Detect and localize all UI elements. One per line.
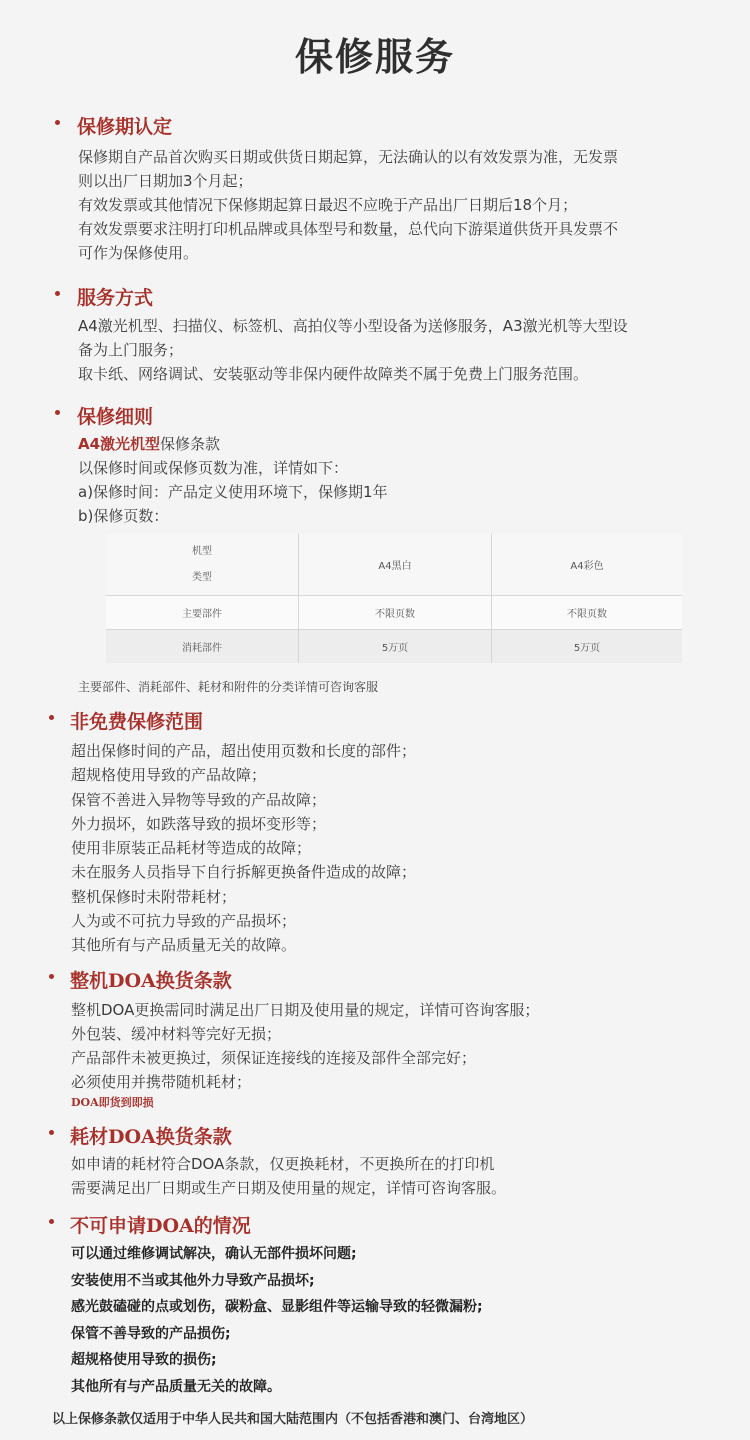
warranty-pages-table: [106, 534, 682, 663]
text-line: 未在服务人员指导下自行拆解更换备件造成的故障；: [71, 863, 417, 882]
text-line: 外包装、缓冲材料等完好无损；: [71, 1025, 282, 1043]
bullet-icon: [55, 410, 60, 415]
section-machine-doa: [49, 966, 540, 1109]
table-cell: 5万页: [299, 630, 492, 664]
text-line: 其他所有与产品质量无关的故障。: [71, 936, 297, 955]
bullet-icon: [49, 715, 54, 720]
model-name: A4激光机型: [78, 435, 161, 453]
bullet-icon: [55, 291, 60, 296]
section-no-doa: [49, 1211, 483, 1400]
text-line: 超规格使用导致的产品故障；: [71, 766, 267, 785]
table-cell: 不限页数: [492, 596, 683, 630]
section-title: 保修期认定: [77, 116, 173, 138]
text-line: 取卡纸、网络调试、安装驱动等非保内硬件故障类不属于免费上门服务范围。: [78, 365, 589, 383]
section-title: 保修细则: [77, 406, 154, 428]
text-line: 备为上门服务；: [78, 341, 184, 359]
table-header-cell: A4黑白: [299, 534, 492, 596]
section-title: 不可申请DOA的情况: [70, 1215, 251, 1237]
text-line: 使用非原装正品耗材等造成的故障；: [71, 839, 312, 858]
table-cell: 5万页: [492, 630, 683, 664]
text-line: 保管不善导致的产品损伤;: [71, 1325, 231, 1342]
bullet-icon: [49, 1130, 54, 1135]
text-line: 超出保修时间的产品，超出使用页数和长度的部件；: [71, 742, 417, 760]
text-line: 安装使用不当或其他外力导致产品损坏;: [71, 1272, 315, 1289]
doa-definition-note: DOA即货到即损: [71, 1096, 154, 1109]
text-line: 需要满足出厂日期或生产日期及使用量的规定，详情可咨询客服。: [71, 1179, 507, 1197]
section-warranty-rules: [55, 402, 388, 528]
table-header-cell: A4彩色: [492, 534, 683, 596]
text-line: 有效发票或其他情况下保修期起算日最迟不应晚于产品出厂日期后18个月；: [78, 196, 578, 214]
section-consumable-doa: [49, 1122, 507, 1200]
bullet-icon: [49, 974, 54, 979]
table-cell: 消耗部件: [106, 630, 299, 664]
table-header-row: [106, 534, 682, 596]
table-header-type: 类型: [192, 571, 212, 583]
text-line: 如申请的耗材符合DOA条款，仅更换耗材，不更换所在的打印机: [71, 1155, 495, 1173]
bullet-icon: [49, 1219, 54, 1224]
text-line: 以保修时间或保修页数为准，详情如下：: [78, 459, 349, 477]
text-line: 产品部件未被更换过，须保证连接线的连接及部件全部完好；: [71, 1049, 477, 1067]
text-line: 整机保修时未附带耗材；: [71, 887, 237, 906]
section-title: 整机DOA换货条款: [70, 970, 232, 992]
text-line: A4激光机型、扫描仪、标签机、高拍仪等小型设备为送修服务，A3激光机等大型设: [78, 317, 628, 335]
table-row: [106, 596, 682, 630]
text-line: 则以出厂日期加3个月起；: [78, 172, 253, 190]
text-line: 有效发票要求注明打印机品牌或具体型号和数量，总代向下游渠道供货开具发票不: [78, 220, 619, 238]
section-warranty-period: [55, 112, 619, 262]
section-non-free-scope: [49, 707, 417, 956]
table-row: [106, 630, 682, 664]
text-line: 保修期自产品首次购买日期或供货日期起算，无法确认的以有效发票为准，无发票: [78, 148, 619, 166]
section-title: 服务方式: [77, 287, 154, 309]
table-cell: 主要部件: [106, 596, 299, 630]
text-line: 超规格使用导致的损伤;: [71, 1352, 217, 1368]
text-line: 整机DOA更换需同时满足出厂日期及使用量的规定，详情可咨询客服；: [71, 1001, 540, 1019]
text-line: a)保修时间：产品定义使用环境下，保修期1年: [78, 483, 388, 501]
text-line: 可作为保修使用。: [78, 244, 199, 262]
table-footnote: 主要部件、消耗部件、耗材和附件的分类详情可咨询客服: [78, 680, 379, 694]
text-line: 可以通过维修调试解决，确认无部件损坏问题;: [71, 1246, 357, 1262]
section-title: 耗材DOA换货条款: [70, 1126, 232, 1148]
text-line: 必须使用并携带随机耗材；: [71, 1073, 252, 1091]
section-service-method: [55, 283, 628, 385]
model-heading: [78, 432, 388, 456]
text-line: 保管不善进入异物等导致的产品故障；: [71, 790, 327, 809]
text-line: 感光鼓磕碰的点或划伤，碳粉盒、显影组件等运输导致的轻微漏粉;: [71, 1299, 483, 1315]
scope-disclaimer: 以上保修条款仅适用于中华人民共和国大陆范围内（不包括香港和澳门、台湾地区）: [52, 1412, 534, 1427]
bullet-icon: [55, 120, 60, 125]
page-title: 保修服务: [294, 34, 455, 79]
table-header-model: 机型: [192, 545, 212, 557]
section-title: 非免费保修范围: [70, 711, 204, 733]
table-cell: 不限页数: [299, 596, 492, 630]
model-clause: 保修条款: [160, 435, 221, 453]
table-header-split-cell: [106, 534, 299, 596]
text-line: 人为或不可抗力导致的产品损坏；: [71, 912, 297, 931]
text-line: 其他所有与产品质量无关的故障。: [71, 1378, 281, 1395]
text-line: 外力损坏，如跌落导致的损坏变形等；: [71, 814, 327, 833]
text-line: b)保修页数：: [78, 507, 169, 525]
